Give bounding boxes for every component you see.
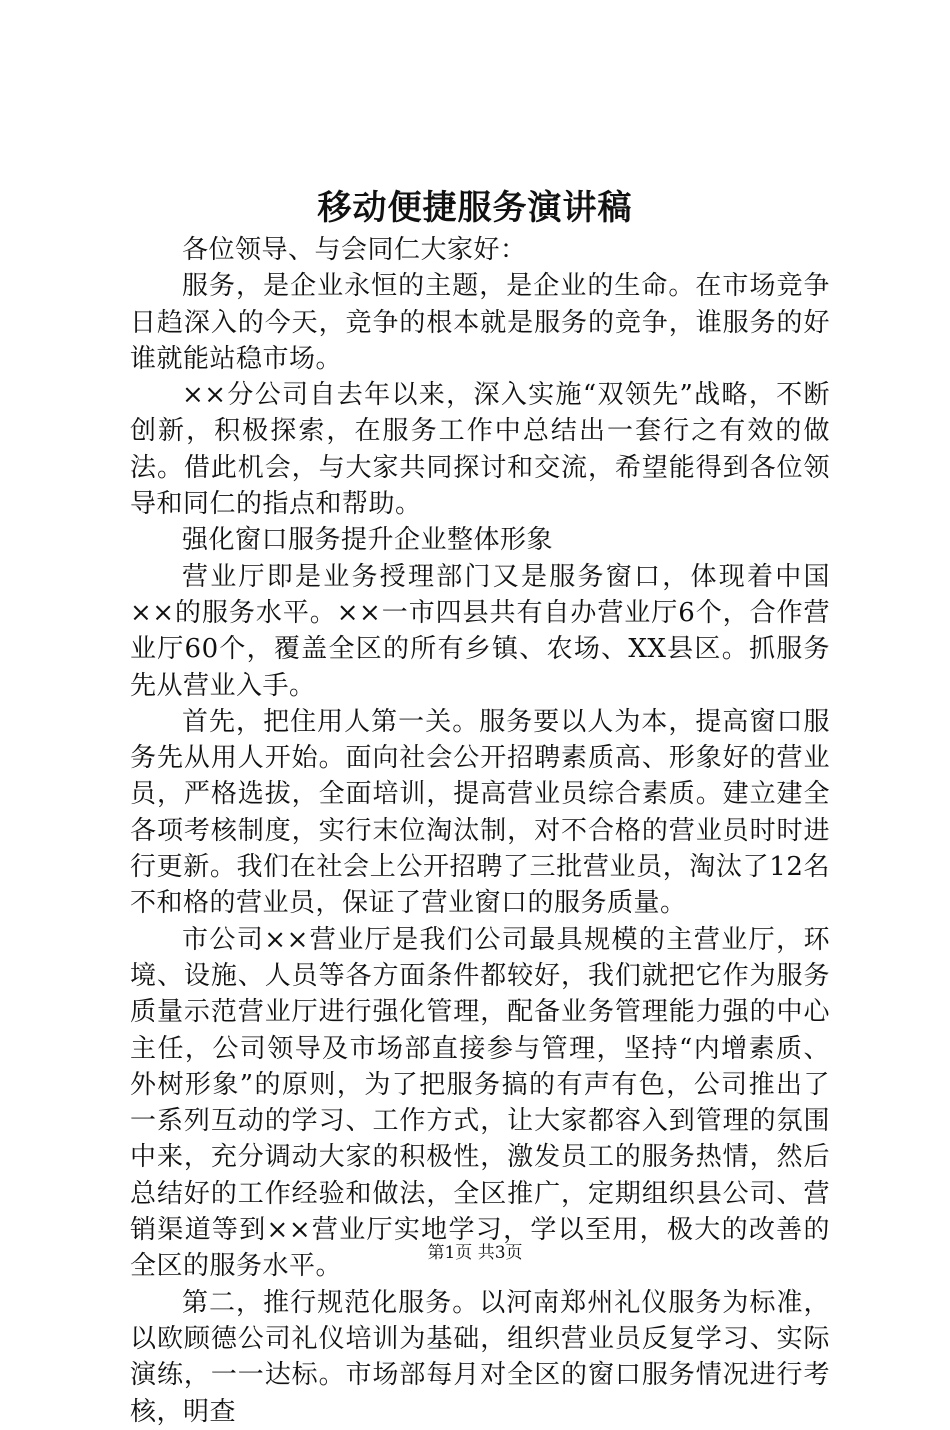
paragraph-demo-hall: 市公司××营业厅是我们公司最具规模的主营业厅，环境、设施、人员等各方面条件都较好，我们就把它作为服务质量示范营业厅进行强化管理，配备业务管理能力强的中心主任，公司领导及市场部直接参与管理，坚持“内增素质、外树形象”的原则，为了把服务搞的有声有色，公司推出了一系列互动的学习、工作方式，让大家都容入到管理的氛围中来，充分调动大家的积极性，激发员工的服务热情，然后总结好的工作经验和做法，全区推广，定期组织县公司、营销渠道等到××营业厅实地学习，学以至用，极大的改善的全区的服务水平。 xyxy=(130,924,830,1282)
page-number-footer: 第1页 共3页 xyxy=(427,1243,523,1263)
paragraph-company-intro: ××分公司自去年以来，深入实施“双领先”战略，不断创新，积极探索，在服务工作中总结出一套行之有效的做法。借此机会，与大家共同探讨和交流，希望能得到各位领导和同仁的指点和帮助。 xyxy=(130,380,830,520)
paragraph-second-step: 第二，推行规范化服务。以河南郑州礼仪服务为标准，以欧顾德公司礼仪培训为基础，组织营业员反复学习、实际演练，一一达标。市场部每月对全区的窗口服务情况进行考核，明查 xyxy=(130,1287,830,1427)
paragraph-business-hall: 营业厅即是业务授理部门又是服务窗口，体现着中国××的服务水平。××一市四县共有自办营业厅6个，合作营业厅60个，覆盖全区的所有乡镇、农场、XX县区。抓服务先从营业入手。 xyxy=(130,561,830,701)
paragraph-first-step: 首先，把住用人第一关。服务要以人为本，提高窗口服务先从用人开始。面向社会公开招聘素质高、形象好的营业员，严格选拔，全面培训，提高营业员综合素质。建立建全各项考核制度，实行末位淘汰制，对不合格的营业员时时进行更新。我们在社会上公开招聘了三批营业员，淘汰了12名不和格的营业员，保证了营业窗口的服务质量。 xyxy=(130,706,830,919)
section-heading: 强化窗口服务提升企业整体形象 xyxy=(182,525,554,556)
paragraph-greeting: 各位领导、与会同仁大家好： xyxy=(182,235,527,265)
paragraph-service-theme: 服务，是企业永恒的主题，是企业的生命。在市场竞争日趋深入的今天，竞争的根本就是服务的竞争，谁服务的好谁就能站稳市场。 xyxy=(130,271,830,374)
document-title: 移动便捷服务演讲稿 xyxy=(317,188,633,228)
